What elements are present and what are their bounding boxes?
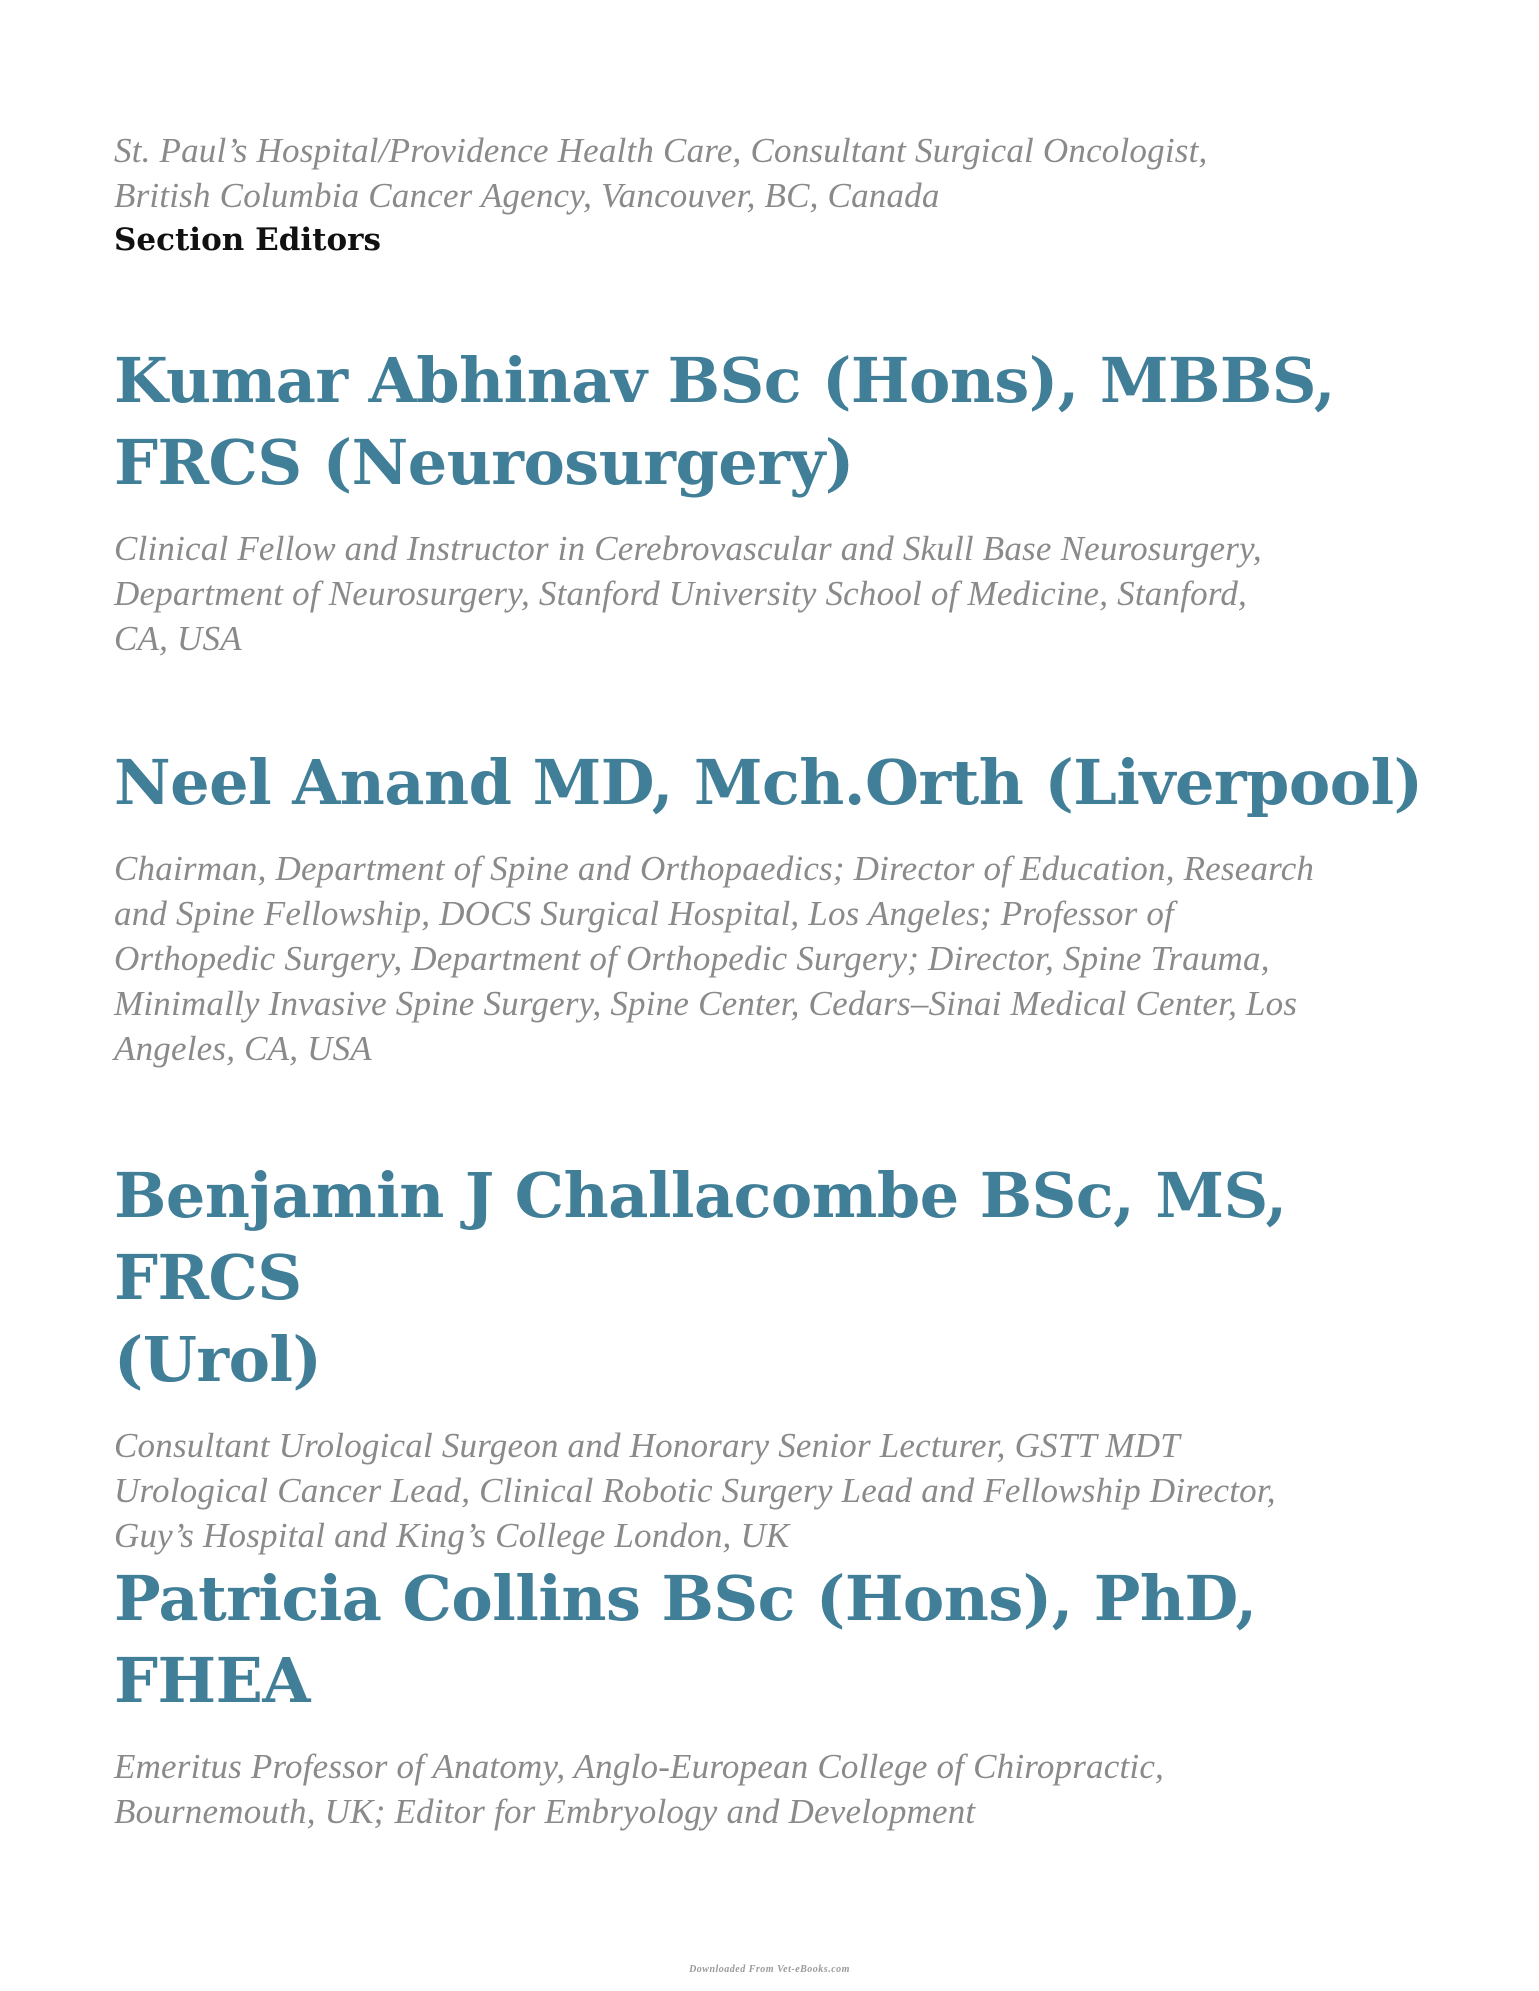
editor-affiliation-line: Guy’s Hospital and King’s College London, UK [114, 1516, 790, 1555]
intro-affiliation-line: St. Paul’s Hospital/Providence Health Care, Consultant Surgical Oncologist, [114, 131, 1208, 170]
editor-name-line: FRCS (Neurosurgery) [114, 426, 854, 499]
editor-name-line: Patricia Collins BSc (Hons), PhD, FHEA [114, 1562, 1257, 1717]
editor-affiliation-line: Orthopedic Surgery, Department of Orthopedic Surgery; Director, Spine Trauma, [114, 939, 1270, 978]
editor-affiliation-line: CA, USA [114, 619, 242, 658]
document-page [114, 128, 1434, 1831]
editor-affiliation-line: Angeles, CA, USA [114, 1029, 372, 1068]
editor-affiliation-line: Bournemouth, UK; Editor for Embryology and Development [114, 1792, 976, 1831]
editor-affiliation-line: Minimally Invasive Spine Surgery, Spine Center, Cedars–Sinai Medical Center, Los [114, 984, 1298, 1023]
editor-entry [114, 1558, 1434, 1834]
editor-entry [114, 1155, 1434, 1558]
editor-name-line: Benjamin J Challacombe BSc, MS, FRCS [114, 1159, 1287, 1314]
editor-affiliation-line: Department of Neurosurgery, Stanford University School of Medicine, Stanford, [114, 574, 1247, 613]
intro-block [114, 128, 1434, 262]
intro-affiliation-line: British Columbia Cancer Agency, Vancouver, BC, Canada [114, 176, 940, 215]
editor-entry [114, 340, 1434, 661]
section-editors-heading: Section Editors [114, 222, 381, 258]
editor-entry [114, 742, 1434, 1071]
editor-affiliation-line: Consultant Urological Surgeon and Honorary Senior Lecturer, GSTT MDT [114, 1426, 1180, 1465]
editor-name-line: (Urol) [114, 1323, 322, 1396]
editor-affiliation-line: Emeritus Professor of Anatomy, Anglo-European College of Chiropractic, [114, 1747, 1165, 1786]
editor-affiliation-line: Clinical Fellow and Instructor in Cerebrovascular and Skull Base Neurosurgery, [114, 529, 1262, 568]
editor-affiliation-line: and Spine Fellowship, DOCS Surgical Hospital, Los Angeles; Professor of [114, 894, 1174, 933]
editor-name-line: Neel Anand MD, Mch.Orth (Liverpool) [114, 746, 1423, 819]
download-source-footer: Downloaded From Vet-eBooks.com [689, 1964, 850, 1975]
editor-affiliation-line: Chairman, Department of Spine and Orthopaedics; Director of Education, Research [114, 849, 1315, 888]
editor-name-line: Kumar Abhinav BSc (Hons), MBBS, [114, 344, 1335, 417]
editor-affiliation-line: Urological Cancer Lead, Clinical Robotic Surgery Lead and Fellowship Director, [114, 1471, 1276, 1510]
